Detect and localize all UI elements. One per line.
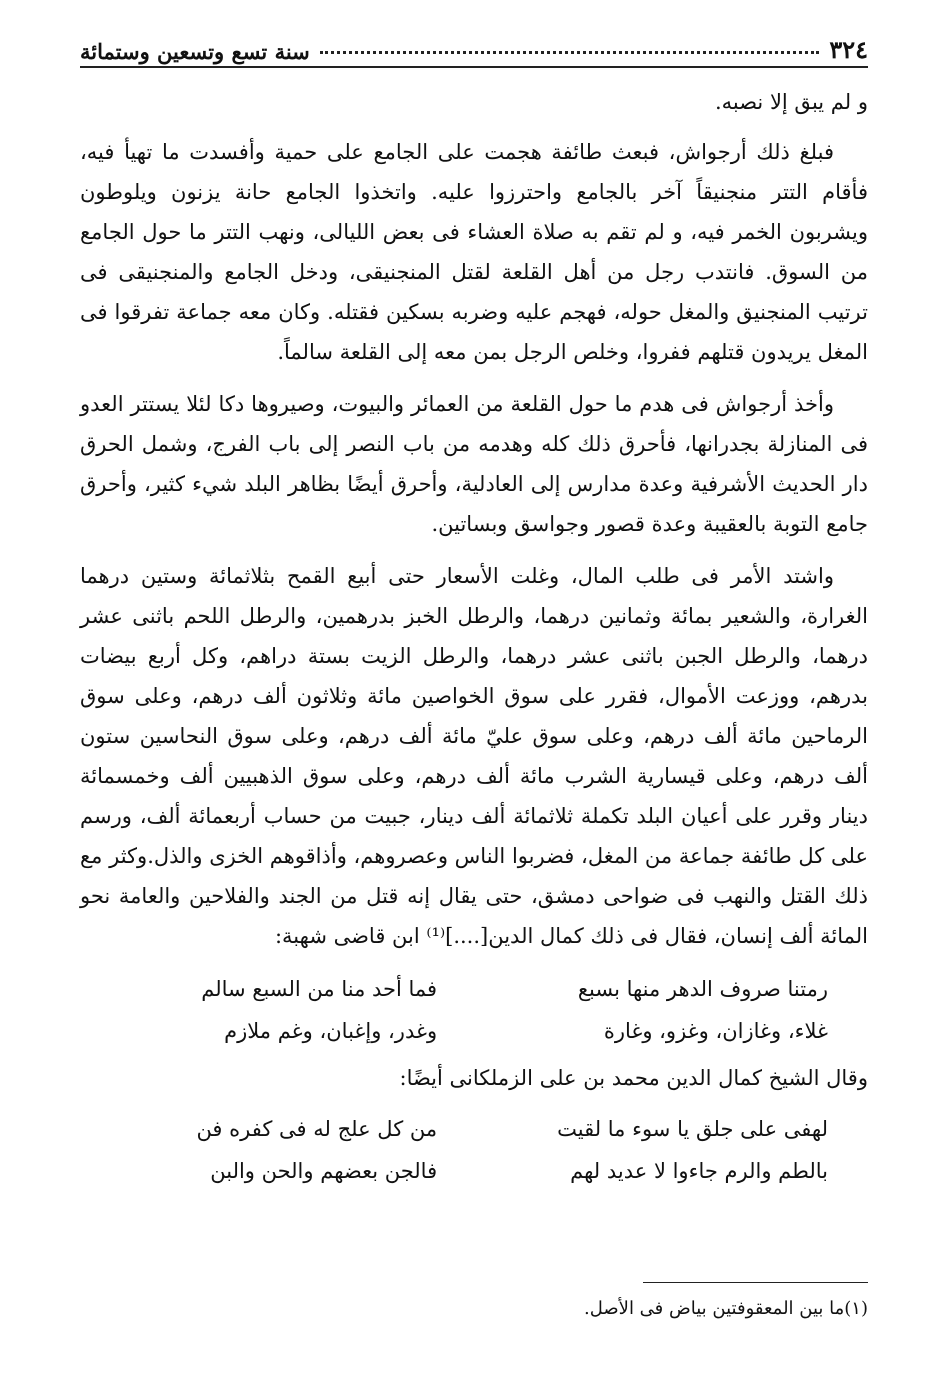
verse-first-hemistich: رمتنا صروف الدهر منها بسبع	[577, 977, 828, 1001]
running-head	[80, 34, 868, 68]
footnote-rule	[643, 1282, 868, 1283]
page-number: ٣٢٤	[829, 35, 868, 64]
verse-second-hemistich: فما أحد منا من السبع سالم	[201, 977, 438, 1001]
paragraph: واشتد الأمر فى طلب المال، وغلت الأسعار حتى أبيع القمح بثلاثمائة وستين درهما الغرارة، والشعير بمائة وثمانين درهما، والرطل الخبز بدرهمين، والرطل اللحم باثنى عشر درهما، والرطل الجبن باثنى عشر درهما، والرطل الزيت بستة دراهم، وكل أربع بيضات بدرهم، ووزعت الأموال، فقرر على سوق الخواصين مائة وثلاثون ألف درهم، وعلى سوق الرماحين مائة ألف درهم، وعلى سوق عليّ مائة ألف درهم، وعلى سوق النحاسين ستون ألف درهم، وعلى قيسارية الشرب مائة ألف درهم، وعلى سوق الذهبيين ألف وخمسمائة دينار وقرر على أعيان البلد تكملة ثلاثمائة ألف دينار، جبيت من حساب أربعمائة ألف، ورسم على كل طائفة جماعة من المغل، فضربوا الناس وعصروهم، وأذاقوهم الخزى والذل.وكثر مع ذلك القتل والنهب فى ضواحى دمشق، حتى يقال إنه قتل من الجند والفلاحين والعامة نحو المائة ألف إنسان، فقال فى ذلك كمال الدين[....]⁽¹⁾ ابن قاضى شهبة:	[80, 564, 868, 948]
poem-intro: وقال الشيخ كمال الدين محمد بن على الزملكانى أيضًا:	[399, 1066, 868, 1090]
poem-verse	[130, 968, 828, 1010]
running-title: سنة تسع وتسعين وستمائة	[80, 39, 310, 64]
verse-second-hemistich: من كل علج له فى كفره فن	[196, 1117, 438, 1141]
poem-second	[80, 1108, 868, 1192]
verse-second-hemistich: فالجن بعضهم والحن والبن	[210, 1159, 438, 1183]
paragraph-continuation: و لم يبق إلا نصبه.	[714, 90, 868, 114]
poem-verse	[130, 1108, 828, 1150]
verse-first-hemistich: غلاء، وغازان، وغزو، وغارة	[603, 1019, 828, 1043]
paragraph: وأخذ أرجواش فى هدم ما حول القلعة من العمائر والبيوت، وصيروها دكا لئلا يستتر العدو فى المنازلة بجدرانها، فأحرق ذلك كله وهدمه من باب النصر إلى باب الفرج، وشمل الحرق دار الحديث الأشرفية وعدة مدارس إلى العادلية، وأحرق أيضًا بظاهر البلد شيء كثير، وأحرق جامع التوبة بالعقيبة وعدة قصور وجواسق وبساتين.	[80, 392, 868, 536]
footnote: (١)ما بين المعقوفتين بياض فى الأصل.	[584, 1298, 868, 1319]
verse-first-hemistich: بالطم والرم جاءوا لا عديد لهم	[570, 1159, 828, 1183]
poem-verse	[130, 1010, 828, 1052]
dot-leader	[320, 51, 820, 54]
verse-second-hemistich: وغدر، وإغبان، وغم ملازم	[224, 1019, 438, 1043]
paragraph: فبلغ ذلك أرجواش، فبعث طائفة هجمت على الجامع على حمية وأفسدت ما تهيأ فيه، فأقام التتر منجنيقاً آخر بالجامع واحترزوا عليه. واتخذوا الجامع حانة يزنون ويلوطون ويشربون الخمر فيه، و لم تقم به صلاة العشاء فى بعض الليالى، ونهب التتر ما حول الجامع من السوق. فانتدب رجل من أهل القلعة لقتل المنجنيقى، ودخل الجامع والمنجنيقى فى ترتيب المنجنيق والمغل حوله، فهجم عليه وضربه بسكين فقتله. وكان معه جماعة تفرقوا فى المغل يريدون قتلهم ففروا، وخلص الرجل بمن معه إلى القلعة سالماً.	[80, 140, 868, 364]
page-body	[80, 82, 868, 1198]
verse-first-hemistich: لهفى على جلق يا سوء ما لقيت	[557, 1117, 828, 1141]
poem-first	[80, 968, 868, 1052]
poem-verse	[130, 1150, 828, 1192]
